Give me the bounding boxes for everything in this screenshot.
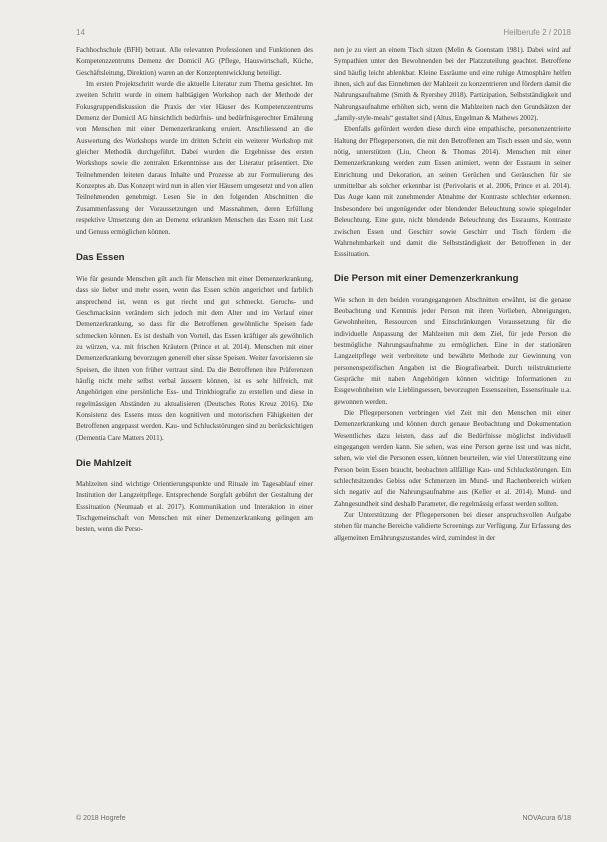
right-column — [334, 45, 571, 544]
body-paragraph: Wie schon in den beiden vorangegangenen Abschnitten erwähnt, ist die genaue Beobachtung und Kenntnis jeder Person mit ihren Vorlieben, Abneigungen, Gewohnheiten, Ressourcen und Einschränkungen Voraussetzung für die individuelle Anpassung der Mahlzeiten mit dem Ziel, für jede Person die bestmögliche Nahrungsaufnahme zu ermöglichen. Eine in der stationären Langzeitpflege weit verbreitete und bewährte Methode zur Gewinnung von personenspezifischen Angaben ist die Biografiearbeit. Durch teilstrukturierte Gespräche mit nahen Angehörigen können wichtige Informationen zu Essgewohnheiten wie Lieblingsessen, bevorzugten Essenszeiten, Essensrituale u.a. gewonnen werden. — [334, 295, 571, 406]
body-paragraph: nen je zu viert an einem Tisch sitzen (Melin & Goenstam 1981). Dabei wird auf Sympathien unter den Bewohnenden bei der Platzzuteilung geachtet. Betroffene sind häufig leicht ablenkbar. Kleine Essräume und eine ruhige Atmosphäre helfen ihnen, sich auf das Einnehmen der Mahlzeit zu konzentrieren und fördern damit die Nahrungsaufnahme (Smith & Ryersbey 2018). Partizipation, Selbstständigkeit und Nahrungsaufnahme erhöhen sich, wenn die Mahlzeiten nach den Grundsätzen der „family-style-meals“ gestaltet sind (Altus, Engelman & Mathews 2002). — [334, 46, 571, 123]
copyright-notice: © 2018 Hogrefe — [76, 815, 126, 822]
body-paragraph: Ebenfalls gefördert werden diese durch eine empathische, personenzentrierte Haltung der Pflegepersonen, die mit den Betroffenen am Tisch essen und sie, wenn nötig, unterstützen (Liu, Cheon & Thomas 2014). Menschen mit einer Demenzerkrankung werden zum Essen animiert, wenn der Essraum in seiner Einrichtung und Dekoration, an seinen Gerüchen und Geräuschen für sie unmittelbar als solcher erkennbar ist (Perivolaris et al. 2006, Prince et al. 2014). Das Auge kann mit zunehmender Abnahme der Kontraste schlechter erkennen. Insbesondere bei ungenügender oder blendender Beleuchtung sowie spiegelnder Beleuchtung. Eine gute, nicht blendende Beleuchtung des Essraums, Kontraste zwischen Essen und Geschirr sowie Geschirr und Tisch fördern die Wahrnehmbarkeit und damit die Selbstständigkeit der Betroffenen in der Esssituation. — [334, 125, 571, 259]
section-heading-mahlzeit: Die Mahlzeit — [76, 458, 132, 469]
body-paragraph: Mahlzeiten sind wichtige Orientierungspunkte und Rituale im Tagesablauf einer Institution der Langzeitpflege. Entsprechende Sorgfalt gebührt der Gestaltung der Esssituation (Neumaab et al. 2017). Kommunikation und Interaktion in einer Tischgemeinschaft von Menschen mit einer Demenzerkrankung gelingen am besten, wenn die Perso- — [76, 480, 313, 534]
body-paragraph: Wie für gesunde Menschen gilt auch für Menschen mit einer Demenzerkrankung, dass sie lieber und mehr essen, wenn das Essen schön angerichtet und farblich ansprechend ist, wenn es gut riecht und gut schmeckt. Geruchs- und Geschmacksinn verändern sich jedoch mit dem Alter und im Verlauf einer Demenzerkrankung, so dass für die Betroffenen gewöhnliche Speisen fade schmecken können. Es ist deshalb von Vorteil, das Essen kräftiger als gewöhnlich zu würzen, v.a. mit frischen Kräutern (Prince et al. 2014). Menschen mit einer Demenzerkrankung bevorzugen generell eher süsse Speisen. Weiter favorisieren sie Speisen, die ihnen von früher vertraut sind. Da die Betroffenen ihre Präferenzen häufig nicht mehr selbst verbal äussern können, ist es sehr hilfreich, mit Angehörigen eine persönliche Ess- und Trinkbiografie zu erstellen und diese in regelmässigen Abständen zu aktualisieren (Deutsches Rotes Kreuz 2016). Die Konsistenz des Essens muss den kognitiven und motorischen Fähigkeiten der Betroffenen angepasst werden. Kau- und Schluckstörungen sind zu berücksichtigen (Dementia Care Matters 2011). — [76, 274, 313, 442]
page-number: 14 — [76, 28, 85, 37]
body-paragraph: Die Pflegepersonen verbringen viel Zeit mit den Menschen mit einer Demenzerkrankung und können durch genaue Beobachtung und Dokumentation Wesentliches dazu leisten, dass auf die Bedürfnisse möglichst individuell eingegangen werden kann. Sie sehen, was eine Person gerne isst und was nicht, sehen, wie viel die Personen essen, können beurteilen, wie viel Unterstützung eine Person beim Essen braucht, beobachten allfällige Kau- und Schluckstörungen. Ein schlechtsitzendes Gebiss oder Schmerzen im Mund- und Rachenbereich wirken sich negativ auf die Nahrungsaufnahme aus (Keller et al. 2014). Mund- und Zahngesundheit sind deshalb Parameter, die regelmässig erfasst werden sollten. — [334, 408, 571, 508]
journal-title: Heilberufe 2 / 2018 — [503, 28, 571, 37]
body-paragraph: Im ersten Projektschritt wurde die aktuelle Literatur zum Thema gesichtet. Im zweiten Schritt wurde in einem halbtägigen Workshop nach der Methode der Fokusgruppendiskussion die Praxis der vier Häuser des Kompetenzzentrums Demenz der Domicil AG hinsichtlich bedürfnis- und bedürfnisgerechter Ernährung von Menschen mit einer Demenzerkrankung eruiert. Anschliessend an die Auswertung des Workshops wurde im dritten Schritt ein weiterer Workshop mit gleicher Methodik durchgeführt. Dabei wurden die Ergebnisse des ersten Workshops sowie die zentralen Erkenntnisse aus der Literatur präsentiert. Die Teilnehmenden leiteten daraus Inhalte und Prozesse ab zur Formulierung des Konzeptes ab. Das Konzept wird nun in allen vier Häusern umgesetzt und von allen Teilnehmenden genehmigt. Lesen Sie in den folgenden Abschnitten die Zusammenfassung der Voraussetzungen und Massnahmen, deren Erfüllung respektive Umsetzung den an Demenz erkrankten Menschen das Essen mit Lust und Genuss ermöglichen können. — [76, 80, 313, 236]
section-heading-essen: Das Essen — [76, 251, 125, 263]
publication-info: NOVAcura 6/18 — [522, 815, 571, 822]
body-paragraph: Fachhochschule (BFH) betraut. Alle relevanten Professionen und Funktionen des Kompetenzzentrums Demenz der Domicil AG (Pflege, Hauswirtschaft, Küche, Geschäftsleitung, Direktion) waren an der Konzeptentwicklung beteiligt. — [76, 46, 313, 77]
section-heading-person: Die Person mit einer Demenzerkrankung — [334, 272, 519, 284]
body-paragraph: Zur Unterstützung der Pflegepersonen bei dieser anspruchsvollen Aufgabe stehen für manche Bereiche validierte Screenings zur Verfügung. Zur Erfassung des allgemeinen Ernährungszustandes wird, zumindest in der — [334, 511, 571, 542]
left-column — [76, 45, 313, 536]
